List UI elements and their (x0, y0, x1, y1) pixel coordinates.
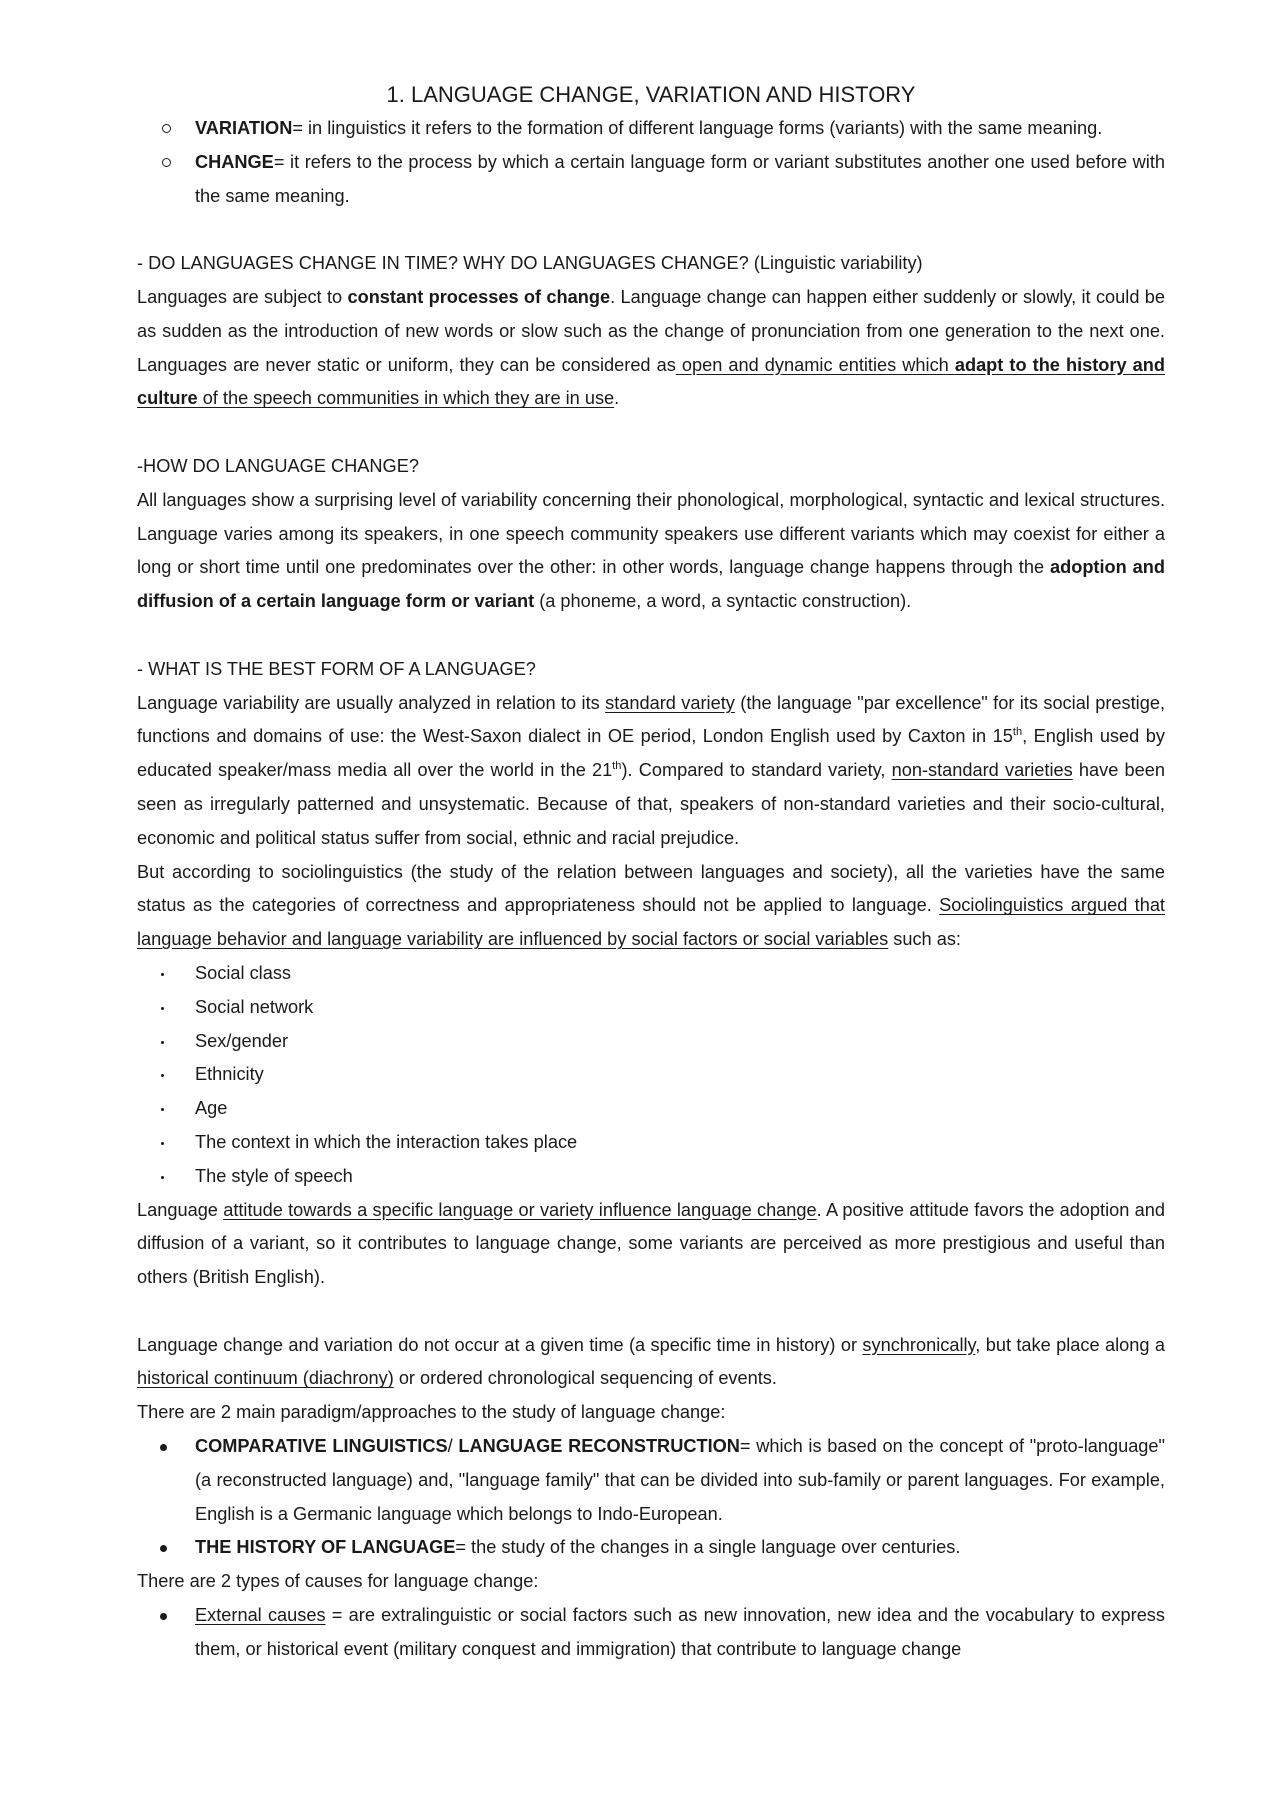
term-variation: VARIATION (195, 118, 293, 138)
causes-list (137, 1599, 1165, 1667)
definition-text: = in linguistics it refers to the formation of different language forms (variants) with the same meaning. (292, 118, 1103, 138)
list-item: External causes = are extralinguistic or social factors such as new innovation, new idea and the vocabulary to express them, or historical event (military conquest and immigration) that contribute to language change (137, 1599, 1165, 1667)
list-item: Sex/gender (137, 1025, 1165, 1059)
list-item: THE HISTORY OF LANGUAGE= the study of the changes in a single language over centuries. (137, 1531, 1165, 1565)
section-heading-best-form: - WHAT IS THE BEST FORM OF A LANGUAGE? (137, 658, 536, 679)
list-item: The style of speech (137, 1160, 1165, 1194)
list-item: COMPARATIVE LINGUISTICS/ LANGUAGE RECONSTRUCTION= which is based on the concept of "proto-language" (a reconstructed language) and, "language family" that can be divided into sub-family or parent languages. For example, English is a Germanic language which belongs to Indo-European. (137, 1430, 1165, 1531)
paragraph-causes-intro: There are 2 types of causes for language change: (137, 1571, 539, 1592)
list-item: Social network (137, 991, 1165, 1025)
paragraph-approaches-intro: There are 2 main paradigm/approaches to the study of language change: (137, 1402, 726, 1423)
list-item: Age (137, 1092, 1165, 1126)
paragraph-variability: All languages show a surprising level of variability concerning their phonological, morphological, syntactic and lexical structures. Language varies among its speakers, in one speech community speakers use different variants which may coexist for either a long or short time until one predominates over the other: in other words, language change happens through the adoption and diffusion of a certain language form or variant (a phoneme, a word, a syntactic construction). (137, 489, 1165, 612)
list-item: Ethnicity (137, 1058, 1165, 1092)
section-heading-why-change: - DO LANGUAGES CHANGE IN TIME? WHY DO LANGUAGES CHANGE? (Linguistic variability) (137, 253, 923, 274)
list-item: Social class (137, 957, 1165, 991)
social-factors-list (137, 957, 1165, 1194)
section-heading-how-change: -HOW DO LANGUAGE CHANGE? (137, 455, 419, 476)
paragraph-change: Languages are subject to constant processes of change. Language change can happen either suddenly or slowly, it could be as sudden as the introduction of new words or slow such as the change of pronunciation from one generation to the next one. Languages are never static or uniform, they can be considered as open and dynamic entities which adapt to the history and culture of the speech communities in which they are in use. (137, 286, 1166, 409)
paragraph-diachrony: Language change and variation do not occur at a given time (a specific time in history) or synchronically, but take place along a historical continuum (diachrony) or ordered chronological sequencing of events. (137, 1334, 1165, 1389)
definition-text: = it refers to the process by which a certain language form or variant substitutes another one used before with the same meaning. (195, 151, 1165, 206)
page-title: 1. LANGUAGE CHANGE, VARIATION AND HISTORY (386, 82, 916, 107)
definition-variation (137, 112, 1165, 146)
paragraph-standard-variety: Language variability are usually analyzed in relation to its standard variety (the language "par excellence" for its social prestige, functions and domains of use: the West-Saxon dialect in OE period, London English used by Caxton in 15th, English used by educated speaker/mass media all over the world in the 21th). Compared to standard variety, non-standard varieties have been seen as irregularly patterned and unsystematic. Because of that, speakers of non-standard varieties and their socio-cultural, economic and political status suffer from social, ethnic and racial prejudice. (137, 692, 1165, 848)
document-page (137, 78, 1165, 1667)
term-change: CHANGE (195, 151, 274, 172)
paragraph-sociolinguistics: But according to sociolinguistics (the study of the relation between languages and society), all the varieties have the same status as the categories of correctness and appropriateness should not be applied to language. Sociolinguistics argued that language behavior and language variability are influenced by social factors or social variables such as: (137, 861, 1165, 950)
definition-change (137, 146, 1165, 214)
approaches-list (137, 1430, 1165, 1565)
list-item: The context in which the interaction takes place (137, 1126, 1165, 1160)
definition-list (137, 112, 1165, 213)
paragraph-attitude: Language attitude towards a specific language or variety influence language change. A positive attitude favors the adoption and diffusion of a variant, so it contributes to language change, some variants are perceived as more prestigious and useful than others (British English). (137, 1199, 1165, 1288)
